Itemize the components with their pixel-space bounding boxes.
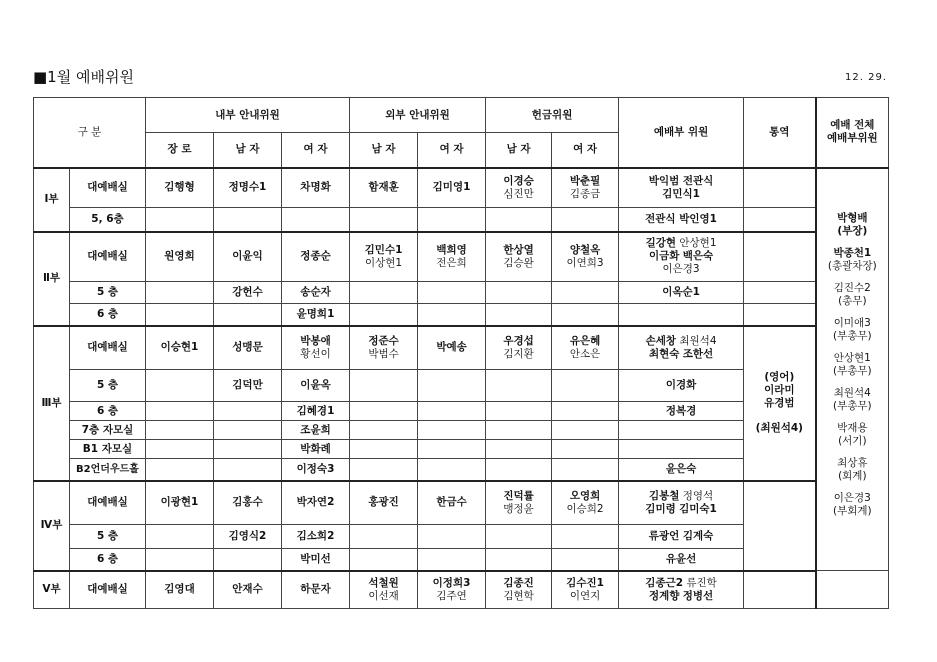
offering-female-cell: 김수진1 이연지 [552,571,619,609]
inner-female-cell: 조윤희 [282,421,350,440]
place-cell: 6 층 [70,549,146,571]
place-cell: 대예배실 [70,326,146,370]
place-cell: B2언더우드홀 [70,459,146,481]
place-cell: 대예배실 [70,232,146,282]
offering-female-cell: 오영희 이승희2 [552,481,619,525]
part-label: Ⅳ부 [34,481,70,571]
elder-cell: 이승현1 [146,326,214,370]
worship-dept-cell: 전관식 박인영1 [619,208,744,232]
offering-female-cell: 양철옥 이연희3 [552,232,619,282]
header-outer-usher: 외부 안내위원 [350,98,486,133]
worship-dept-cell: 손세창 최원석4 최현숙 조한선 [619,326,744,370]
header-offering-female: 여 자 [552,133,619,168]
part-label: Ⅰ부 [34,168,70,232]
inner-female-cell: 정종순 [282,232,350,282]
interp-cell: (영어) 이라미 유경범 (최원석4) [744,326,816,481]
committee-member: 최상휴 (회계) [837,456,868,482]
offering-male-cell: 한상열 김승완 [486,232,552,282]
place-cell: 대예배실 [70,168,146,208]
all-committee-list [817,212,889,518]
inner-female-cell: 송순자 [282,282,350,304]
outer-female-cell: 이정희3 김주연 [418,571,486,609]
committee-member: 이은경3 (부회계) [833,491,872,517]
inner-female-cell: 박자연2 [282,481,350,525]
header-all-committee: 예배 전체 예배부위원 [816,98,889,168]
offering-male-cell: 이경승 심진만 [486,168,552,208]
outer-male-cell: 함재훈 [350,168,418,208]
outer-female-cell: 김미영1 [418,168,486,208]
offering-male-cell: 김종진 김현학 [486,571,552,609]
inner-male-cell: 김덕만 [214,370,282,402]
worship-dept-cell: 유윤선 [619,549,744,571]
place-cell: 5 층 [70,282,146,304]
worship-dept-cell: 김봉철 정영석 김미령 김미숙1 [619,481,744,525]
committee-member: 김진수2 (총무) [833,281,871,307]
header-inner-female: 여 자 [282,133,350,168]
place-cell: 대예배실 [70,481,146,525]
header-interp: 통역 [744,98,816,168]
place-cell: 5 층 [70,370,146,402]
date-label: 12. 29. [845,72,887,83]
inner-female-cell: 박미선 [282,549,350,571]
worship-dept-cell: 김종근2 류진학 정계향 정병선 [619,571,744,609]
worship-dept-cell: 이경화 [619,370,744,402]
place-cell: 6 층 [70,402,146,421]
inner-female-cell: 박봉애 황선이 [282,326,350,370]
all-committee-cell [816,168,889,571]
inner-female-cell: 이정숙3 [282,459,350,481]
interp-cell [744,168,816,208]
header-elder: 장 로 [146,133,214,168]
outer-male-cell: 정준수 박범수 [350,326,418,370]
header-outer-male: 남 자 [350,133,418,168]
offering-male-cell: 진덕률 맹정윤 [486,481,552,525]
committee-member: 안상현1 (부총무) [833,351,872,377]
place-cell: 7층 자모실 [70,421,146,440]
committee-member: 이미애3 (부총무) [833,316,872,342]
inner-female-cell: 차명화 [282,168,350,208]
part-label: Ⅲ부 [34,326,70,481]
outer-female-cell: 한금수 [418,481,486,525]
header-offering: 헌금위원 [486,98,619,133]
worship-dept-cell: 정복경 [619,402,744,421]
committee-member: 박재용 (서기) [837,421,868,447]
header-inner-male: 남 자 [214,133,282,168]
header-worship-dept: 예배부 위원 [619,98,744,168]
inner-male-cell: 정명수1 [214,168,282,208]
inner-male-cell: 이윤익 [214,232,282,282]
inner-female-cell: 윤명희1 [282,304,350,326]
inner-female-cell: 김소희2 [282,525,350,549]
place-cell: 5, 6층 [70,208,146,232]
inner-female-cell: 김혜경1 [282,402,350,421]
worship-dept-cell: 윤은숙 [619,459,744,481]
inner-male-cell: 안재수 [214,571,282,609]
place-cell: 대예배실 [70,571,146,609]
place-cell: B1 자모실 [70,440,146,459]
outer-male-cell: 홍광진 [350,481,418,525]
inner-female-cell: 박화례 [282,440,350,459]
worship-dept-cell: 박익범 전관식 김민식1 [619,168,744,208]
committee-member: 박종천1 (총괄차장) [827,246,877,272]
inner-male-cell: 김홍수 [214,481,282,525]
page-title: ■1월 예배위원 [33,68,134,86]
place-cell: 5 층 [70,525,146,549]
inner-female-cell: 이윤옥 [282,370,350,402]
part-label: Ⅴ부 [34,571,70,609]
header-offering-male: 남 자 [486,133,552,168]
outer-female-cell: 박예송 [418,326,486,370]
worship-committee-table [33,97,889,609]
elder-cell: 김행형 [146,168,214,208]
offering-female-cell: 박춘필 김종금 [552,168,619,208]
offering-female-cell: 유은혜 안소은 [552,326,619,370]
outer-male-cell: 석철원 이선재 [350,571,418,609]
inner-male-cell: 강헌수 [214,282,282,304]
header-outer-female: 여 자 [418,133,486,168]
inner-male-cell: 김영식2 [214,525,282,549]
part-label: Ⅱ부 [34,232,70,326]
elder-cell: 이광현1 [146,481,214,525]
inner-female-cell: 하문자 [282,571,350,609]
elder-cell: 원영희 [146,232,214,282]
worship-dept-cell: 류광언 김계숙 [619,525,744,549]
committee-member: 박형배 (부장) [837,211,868,237]
worship-dept-cell: 이옥순1 [619,282,744,304]
worship-dept-cell: 길강현 안상현1 이금화 백은숙 이은경3 [619,232,744,282]
elder-cell: 김영대 [146,571,214,609]
inner-male-cell: 성맹문 [214,326,282,370]
header-gubun: 구 분 [34,98,146,168]
committee-member: 최원석4 (부총무) [833,386,872,412]
outer-male-cell: 김민수1 이상현1 [350,232,418,282]
offering-male-cell: 우경섭 김지환 [486,326,552,370]
outer-female-cell: 백희영 전은희 [418,232,486,282]
place-cell: 6 층 [70,304,146,326]
header-inner-usher: 내부 안내위원 [146,98,350,133]
